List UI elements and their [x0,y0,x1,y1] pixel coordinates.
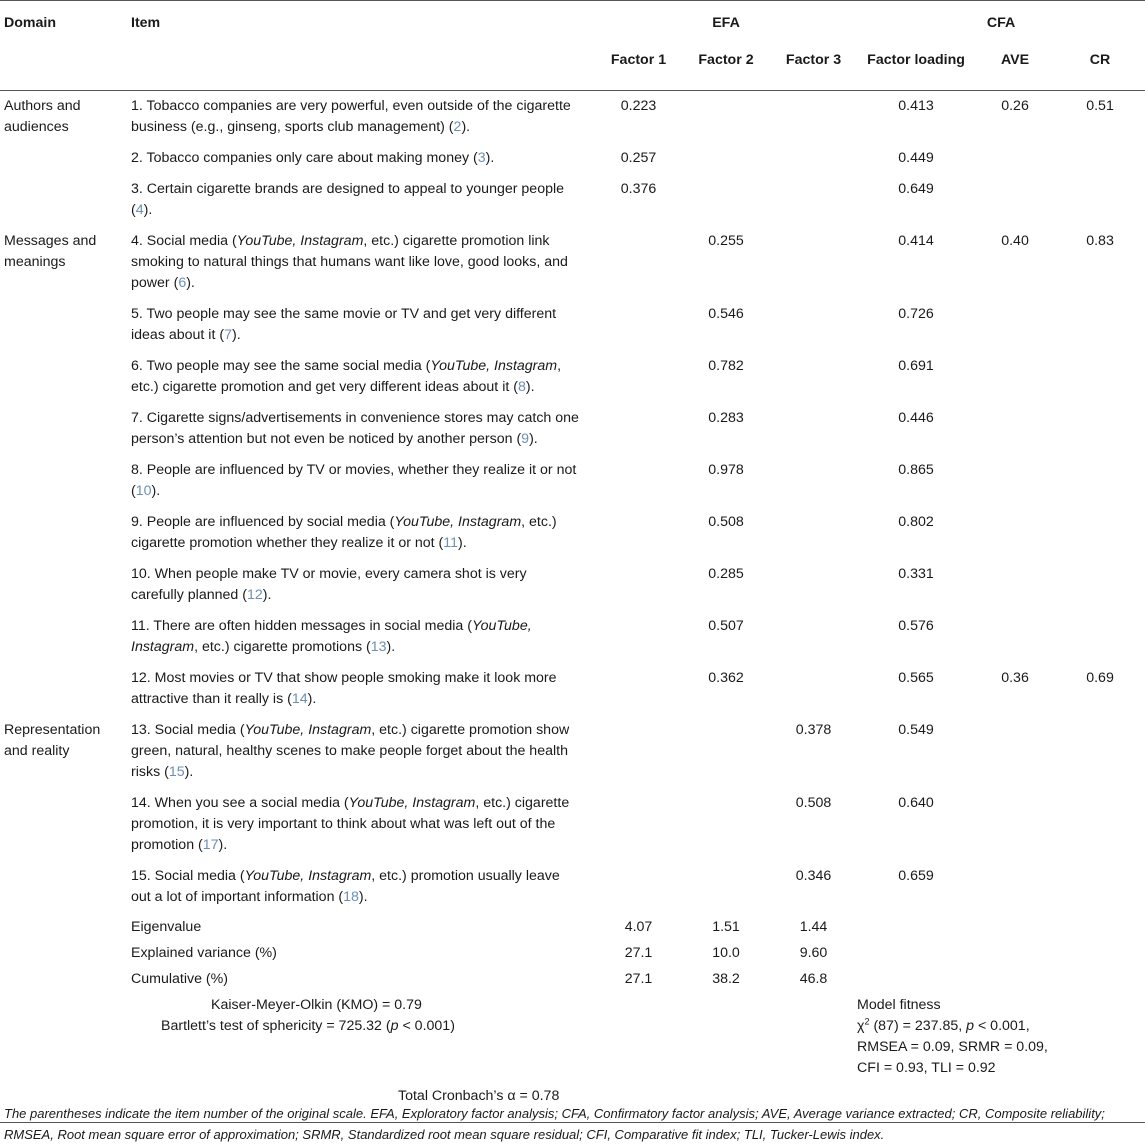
header-ave: AVE [1000,52,1030,68]
factor3-cell [770,91,857,144]
domain-cell [0,611,127,663]
summary-f2: 1.51 [712,919,740,935]
domain-cell: Representation and reality [4,722,101,759]
factor2-cell [682,174,770,226]
domain-cell [0,143,127,174]
reference-link[interactable]: 17 [202,837,219,853]
item-cell: 10. When people make TV or movie, every camera shot is very carefully planned (12). [131,566,527,603]
reference-link[interactable]: 11 [443,535,459,551]
header-cr: CR [1089,52,1111,68]
factor1-cell: 0.257 [620,150,657,166]
factor2-cell: 0.283 [708,410,744,426]
summary-label: Explained variance (%) [131,945,277,961]
factor1-cell [595,861,682,913]
factor2-cell [682,715,770,788]
item-cell: 11. There are often hidden messages in social media (YouTube, Instagram, etc.) cigarette promotions (13). [131,618,532,655]
factor2-cell [682,861,770,913]
factor1-cell [595,403,682,455]
item-cell: 3. Certain cigarette brands are designed to appeal to younger people (4). [131,181,565,218]
model-fitness-title: Model fitness [857,997,941,1013]
factor1-cell [595,559,682,611]
factor3-cell [770,559,857,611]
factor-loading-cell: 0.726 [898,306,934,322]
factor-loading-cell: 0.449 [898,150,934,166]
summary-f3: 1.44 [799,919,828,935]
table-row [0,299,1145,351]
domain-cell [0,299,127,351]
factor2-cell: 0.285 [708,566,744,582]
domain-cell [0,455,127,507]
factor3-cell [770,507,857,559]
domain-cell [0,663,127,715]
item-cell: 14. When you see a social media (YouTube, Instagram, etc.) cigarette promotion, it is very important to think about what was left out of the promotion (17). [131,795,570,853]
reference-link[interactable]: 4 [135,202,144,218]
cr-cell [1055,351,1145,403]
table-row [0,507,1145,559]
factor-loading-cell: 0.446 [898,410,934,426]
table-footnote: The parentheses indicate the item number of the original scale. EFA, Exploratory factor analysis; CFA, Confirmatory factor analysis; AVE, Average variance extracted; CR, Composite reliability; RMSEA, Root mean square error of approximation; SRMR, Standardized root mean square residual; CFI, Comparative fit index; TLI, Tucker-Lewis index. [4,1106,1105,1142]
factor2-cell: 0.546 [708,306,744,322]
domain-cell: Authors and audiences [4,98,81,135]
item-cell: 8. People are influenced by TV or movies, whether they realize it or not (10). [131,462,577,499]
summary-rows [0,913,1145,1123]
reference-link[interactable]: 3 [477,150,486,166]
reference-link[interactable]: 6 [178,275,187,291]
cr-cell [1055,611,1145,663]
summary-f2: 10.0 [712,945,740,961]
factor2-cell: 0.362 [708,670,744,686]
cr-cell [1055,559,1145,611]
summary-row [0,965,1145,991]
factor2-cell: 0.978 [708,462,744,478]
domain-cell [0,174,127,226]
reference-link[interactable]: 10 [135,483,152,499]
ave-cell: 0.36 [1001,670,1029,686]
item-cell: 15. Social media (YouTube, Instagram, etc.) promotion usually leave out a lot of important information (18). [131,868,560,905]
cronbach-text: Total Cronbach’s α = 0.78 [398,1088,560,1104]
header-row-1 [0,1,1145,51]
factor1-cell: 0.376 [620,181,657,197]
factor-loading-cell: 0.691 [898,358,934,374]
ave-cell [975,351,1055,403]
reference-link[interactable]: 15 [168,764,185,780]
summary-f3: 46.8 [799,971,828,987]
table-row [0,351,1145,403]
ave-cell [975,143,1055,174]
table-row [0,663,1145,715]
factor1-cell [595,611,682,663]
factor-loading-cell: 0.576 [898,618,934,634]
cr-cell [1055,403,1145,455]
factor3-cell [770,403,857,455]
reference-link[interactable]: 14 [291,691,308,707]
reference-link[interactable]: 9 [521,431,530,447]
ave-cell [975,403,1055,455]
item-cell: 5. Two people may see the same movie or TV and get very different ideas about it (7). [131,306,557,343]
cr-cell [1055,861,1145,913]
fit-row [0,991,1145,1079]
table-row [0,715,1145,788]
header-item: Item [131,15,161,31]
cr-cell [1055,507,1145,559]
factor2-cell: 0.508 [708,514,744,530]
domain-cell [0,861,127,913]
factor3-cell [770,351,857,403]
factor2-cell: 0.255 [708,233,744,249]
reference-link[interactable]: 2 [453,119,462,135]
cr-cell: 0.51 [1086,98,1114,114]
table-row [0,226,1145,299]
factor1-cell [595,299,682,351]
ave-cell [975,299,1055,351]
factor1-cell [595,663,682,715]
kmo-text: Kaiser-Meyer-Olkin (KMO) = 0.79 [211,997,422,1013]
table-row [0,455,1145,507]
cr-cell [1055,299,1145,351]
header-cfa: CFA [986,15,1016,31]
factor3-cell [770,226,857,299]
header-factor3: Factor 3 [785,52,842,68]
factor3-cell [770,611,857,663]
factor3-cell: 0.508 [795,795,832,811]
factor1-cell [595,507,682,559]
header-factor-loading: Factor loading [867,52,965,68]
table-row [0,861,1145,913]
summary-label: Eigenvalue [131,919,202,935]
factor-loading-cell: 0.331 [898,566,934,582]
domain-cell [0,507,127,559]
ave-cell [975,861,1055,913]
ave-cell [975,455,1055,507]
factor-loading-cell: 0.414 [898,233,934,249]
factor1-cell [595,351,682,403]
item-rows [0,91,1145,914]
cr-cell [1055,715,1145,788]
item-cell: 13. Social media (YouTube, Instagram, etc.) cigarette promotion show green, natural, healthy scenes to make people forget about the health risks (15). [131,722,570,780]
summary-row [0,939,1145,965]
ave-cell [975,611,1055,663]
factor-loading-cell: 0.549 [898,722,934,738]
table-row [0,143,1145,174]
ave-cell: 0.26 [1001,98,1029,114]
item-cell: 6. Two people may see the same social media (YouTube, Instagram, etc.) cigarette promotion and get very different ideas about it (8). [131,358,562,395]
reference-link[interactable]: 7 [224,327,232,343]
summary-f1: 27.1 [624,971,653,987]
cr-cell [1055,788,1145,861]
item-cell: 1. Tobacco companies are very powerful, even outside of the cigarette business (e.g., ginseng, sports club management) (2). [131,98,571,135]
model-fitness-rmsea: RMSEA = 0.09, SRMR = 0.09, [857,1039,1048,1055]
factor-loading-cell: 0.802 [898,514,934,530]
reference-link[interactable]: 18 [343,889,359,905]
cr-cell [1055,455,1145,507]
table-row [0,174,1145,226]
cr-cell [1055,174,1145,226]
factor1-cell [595,455,682,507]
factor1-cell: 0.223 [620,98,657,114]
model-fitness-chi: $\chi^2$ (87) = 237.85, p < 0.001, [857,1016,1030,1034]
summary-f1: 27.1 [624,945,653,961]
table-row [0,559,1145,611]
domain-cell [0,788,127,861]
factor1-cell [595,226,682,299]
factor-loading-cell: 0.565 [898,670,934,686]
factor3-cell [770,455,857,507]
table-row [0,403,1145,455]
summary-f2: 38.2 [712,971,740,987]
model-fitness [857,991,1145,1079]
ave-cell [975,788,1055,861]
ave-cell: 0.40 [1001,233,1029,249]
cr-cell: 0.69 [1086,670,1114,686]
header-factor1: Factor 1 [610,52,667,68]
model-fitness-cfi: CFI = 0.93, TLI = 0.92 [857,1060,996,1076]
factor2-cell [682,91,770,144]
item-cell: 9. People are influenced by social media (YouTube, Instagram, etc.) cigarette promotion whether they realize it or not (11). [131,514,557,551]
table-row [0,611,1145,663]
item-cell: 4. Social media (YouTube, Instagram, etc.) cigarette promotion link smoking to natural things that humans want like love, good looks, and power (6). [131,233,568,291]
reference-link[interactable]: 8 [517,379,526,395]
cr-cell [1055,143,1145,174]
table-row [0,91,1145,144]
factor3-cell [770,174,857,226]
header-efa: EFA [712,15,740,31]
factor3-cell [770,143,857,174]
factor-loading-cell: 0.640 [898,795,934,811]
factor3-cell: 0.378 [795,722,832,738]
header-factor2: Factor 2 [698,52,754,68]
factor2-cell [682,788,770,861]
factor3-cell: 0.346 [795,868,832,884]
factor-loading-cell: 0.649 [898,181,934,197]
ave-cell [975,559,1055,611]
cr-cell: 0.83 [1086,233,1114,249]
domain-cell [0,403,127,455]
summary-f1: 4.07 [624,919,653,935]
item-cell: 2. Tobacco companies only care about making money (3). [131,150,495,166]
item-cell: 7. Cigarette signs/advertisements in convenience stores may catch one person’s attention but not even be noticed by another person (9). [131,410,579,447]
factor2-cell: 0.782 [708,358,744,374]
factor2-cell: 0.507 [708,618,744,634]
item-cell: 12. Most movies or TV that show people smoking make it look more attractive than it really is (14). [131,670,557,707]
summary-label: Cumulative (%) [131,971,228,987]
factor-loading-cell: 0.659 [898,868,934,884]
ave-cell [975,174,1055,226]
ave-cell [975,715,1055,788]
domain-cell: Messages and meanings [4,233,97,270]
factor-loading-cell: 0.865 [898,462,934,478]
summary-f3: 9.60 [799,945,828,961]
factor2-cell [682,143,770,174]
reference-link[interactable]: 13 [370,639,387,655]
ave-cell [975,507,1055,559]
table-row [0,788,1145,861]
summary-row [0,913,1145,939]
factor3-cell [770,299,857,351]
domain-cell [0,351,127,403]
factor-loading-cell: 0.413 [898,98,934,114]
domain-cell [0,559,127,611]
factor3-cell [770,663,857,715]
factor1-cell [595,715,682,788]
reference-link[interactable]: 12 [246,587,263,603]
header-domain: Domain [4,15,57,31]
factor1-cell [595,788,682,861]
bartlett-text: Bartlett’s test of sphericity = 725.32 (p < 0.001) [161,1018,455,1034]
